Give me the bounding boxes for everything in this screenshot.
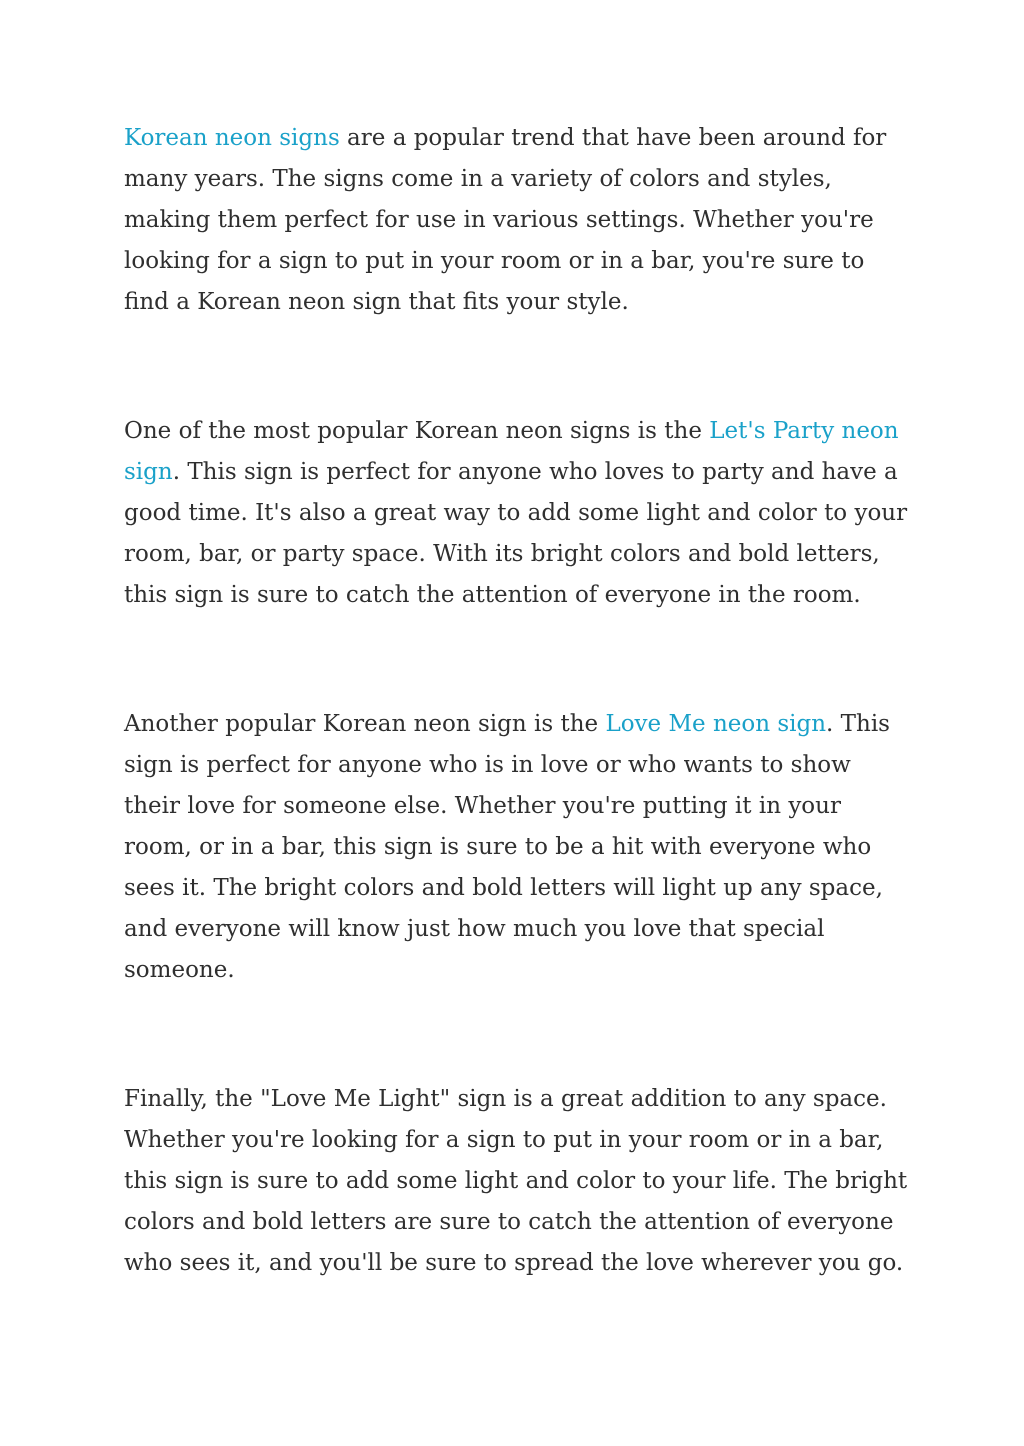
paragraph-korean-neon-signs	[124, 118, 914, 323]
paragraph-love-me-light	[124, 1079, 914, 1284]
love-me-neon-sign-link[interactable]: Love Me neon sign	[605, 711, 827, 737]
paragraph-text: are a popular trend that have been around for many years. The signs come in a variety of colors and styles, making them perfect for use in various settings. Whether you're looking for a sign to put in your room or in a bar, you're sure to find a Korean neon sign that fits your style.	[124, 125, 887, 315]
paragraph-text: Another popular Korean neon sign is the	[124, 711, 606, 737]
paragraph-lets-party	[124, 411, 914, 616]
paragraph-text: . This sign is perfect for anyone who loves to party and have a good time. It's also a great way to add some light and color to your room, bar, or party space. With its bright colors and bold letters, this sign is sure to catch the attention of everyone in the room.	[124, 459, 908, 608]
paragraph-love-me	[124, 704, 914, 991]
korean-neon-signs-link[interactable]: Korean neon signs	[124, 125, 340, 151]
document-body	[124, 118, 914, 1372]
paragraph-text: Finally, the "Love Me Light" sign is a great addition to any space. Whether you're looking for a sign to put in your room or in a bar, this sign is sure to add some light and color to your life. The bright colors and bold letters are sure to catch the attention of everyone who sees it, and you'll be sure to spread the love wherever you go.	[124, 1086, 908, 1276]
paragraph-text: One of the most popular Korean neon signs is the	[124, 418, 710, 444]
paragraph-text: . This sign is perfect for anyone who is in love or who wants to show their love for someone else. Whether you're putting it in your room, or in a bar, this sign is sure to be a hit with everyone who sees it. The bright colors and bold letters will light up any space, and everyone will know just how much you love that special someone.	[124, 711, 890, 983]
lets-party-neon-sign-link[interactable]: Let's Party neon sign	[124, 418, 899, 485]
